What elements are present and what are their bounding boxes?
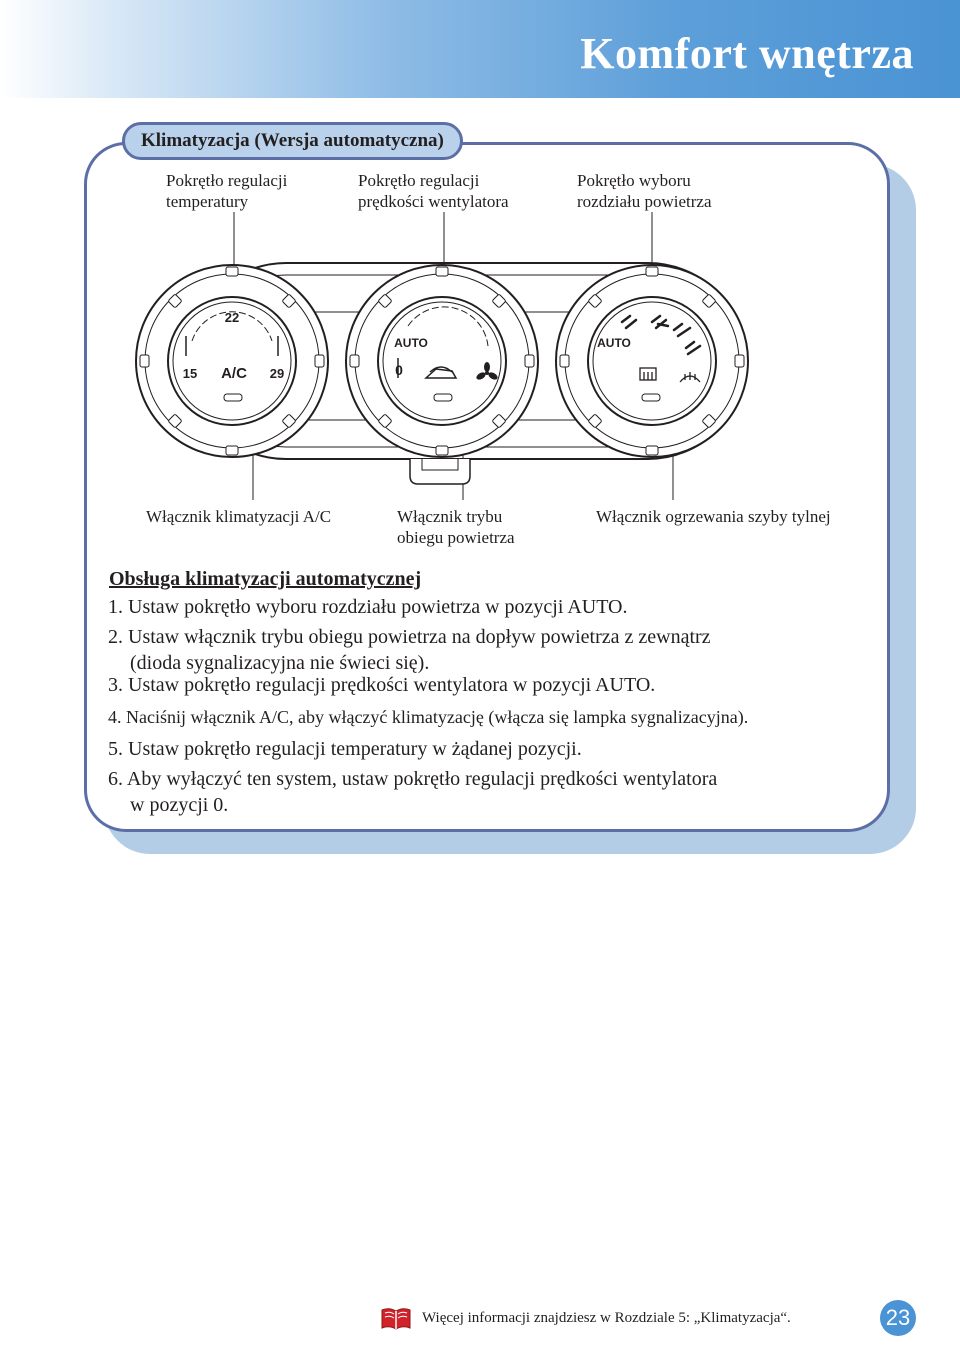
recirc-indicator-led [434,394,452,401]
procedure-steps [108,594,888,818]
temp-scale-min: 15 [182,366,198,381]
label-rear-defrost-switch: Włącznik ogrzewania szyby tylnej [596,507,831,526]
label-mode-knob: Pokrętło wyboru rozdziału powietrza [577,171,712,211]
label-ac-switch: Włącznik klimatyzacji A/C [146,507,332,526]
ac-indicator-led [224,394,242,401]
temperature-knob [136,265,328,457]
section-title: Klimatyzacja (Wersja automatyczna) [122,122,463,160]
procedure-step [108,594,888,620]
step-text: 2. Ustaw włącznik trybu obiegu powietrza na dopływ powietrza z zewnątrz [108,626,711,648]
label-temp-knob: Pokrętło regulacji temperatury [166,171,288,211]
fan-speed-knob [346,265,538,457]
step-text: 1. Ustaw pokrętło wyboru rozdziału powietrza w pozycji AUTO. [108,596,628,618]
step-text: 3. Ustaw pokrętło regulacji prędkości wentylatora w pozycji AUTO. [108,674,656,696]
page-header [0,0,960,98]
step-continuation: w pozycji 0. [130,794,229,816]
label-fan-knob: Pokrętło regulacji prędkości wentylatora [358,171,509,211]
step-text: 4. Naciśnij włącznik A/C, aby włączyć klimatyzację (włącza się lampka sygnalizacyjna). [108,707,749,727]
procedure-step [108,704,888,730]
procedure-step [108,672,888,698]
page-title: Komfort wnętrza [580,29,914,78]
procedure-step [108,736,888,762]
rear-defrost-indicator-led [642,394,660,401]
step-continuation: (dioda sygnalizacyjna nie świeci się). [130,652,430,674]
climate-control-illustration [130,150,770,510]
procedure-step [108,766,888,818]
step-text: 5. Ustaw pokrętło regulacji temperatury w żądanej pozycji. [108,738,582,760]
fan-auto-label: AUTO [394,336,428,350]
airflow-mode-knob [556,265,748,457]
procedure-step [108,624,888,676]
temp-scale-mid: 22 [224,310,240,325]
mode-auto-label: AUTO [597,336,631,350]
step-text: 6. Aby wyłączyć ten system, ustaw pokrętło regulacji prędkości wentylatora [108,768,718,790]
page-number: 23 [880,1300,916,1336]
label-recirc-switch: Włącznik trybu obiegu powietrza [397,507,515,547]
ac-switch-label: A/C [221,365,247,382]
procedure-title: Obsługa klimatyzacji automatycznej [109,568,422,590]
fan-zero-label: 0 [395,362,403,378]
book-icon [380,1306,412,1330]
footer-reference-note: Więcej informacji znajdziesz w Rozdziale 5: „Klimatyzacja“. [422,1310,791,1326]
temp-scale-max: 29 [269,366,285,381]
